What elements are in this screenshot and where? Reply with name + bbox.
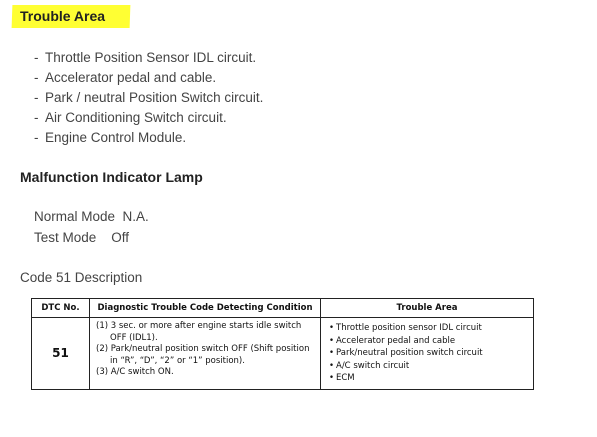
mil-heading: Malfunction Indicator Lamp — [20, 169, 203, 185]
normal-mode-line: Normal Mode N.A. — [34, 209, 149, 224]
bullet-item: • Park/neutral position switch circuit — [329, 347, 525, 360]
list-item-text: Accelerator pedal and cable. — [45, 70, 217, 85]
list-item-text: Air Conditioning Switch circuit. — [45, 110, 227, 125]
list-item-text: Throttle Position Sensor IDL circuit. — [45, 50, 257, 65]
dtc-number: 51 — [32, 318, 90, 390]
dtc-table — [31, 298, 534, 390]
code-description-heading: Code 51 Description — [20, 270, 143, 285]
test-mode-line: Test Mode Off — [34, 230, 130, 245]
trouble-area-heading: Trouble Area — [20, 8, 106, 24]
trouble-area-cell — [321, 318, 534, 390]
list-item: - Engine Control Module. — [34, 130, 187, 145]
bullet-item: • Accelerator pedal and cable — [329, 335, 525, 348]
trouble-area-list — [34, 48, 263, 148]
header-dtc-no: DTC No. — [32, 299, 90, 318]
condition-item: (1) 3 sec. or more after engine starts idle switch OFF (IDL1). — [96, 321, 302, 343]
list-item-text: Park / neutral Position Switch circuit. — [45, 90, 264, 105]
list-item-text: Engine Control Module. — [45, 130, 187, 145]
table-header-row — [32, 299, 534, 318]
condition-item: (2) Park/neutral position switch OFF (Shift position in “R”, “D”, “2” or “1” position). — [96, 344, 310, 366]
table-row — [32, 318, 534, 390]
bullet-item: • ECM — [329, 372, 525, 385]
list-item: - Air Conditioning Switch circuit. — [34, 110, 227, 125]
bullet-item: • A/C switch circuit — [329, 360, 525, 373]
header-condition: Diagnostic Trouble Code Detecting Condition — [90, 299, 321, 318]
list-item: - Throttle Position Sensor IDL circuit. — [34, 50, 257, 65]
bullet-item: • Throttle position sensor IDL circuit — [329, 322, 525, 335]
condition-item: (3) A/C switch ON. — [96, 367, 174, 377]
list-item: - Accelerator pedal and cable. — [34, 70, 217, 85]
condition-cell — [90, 318, 321, 390]
header-trouble-area: Trouble Area — [321, 299, 534, 318]
trouble-area-bullets — [329, 322, 525, 385]
list-item: - Park / neutral Position Switch circuit. — [34, 90, 264, 105]
